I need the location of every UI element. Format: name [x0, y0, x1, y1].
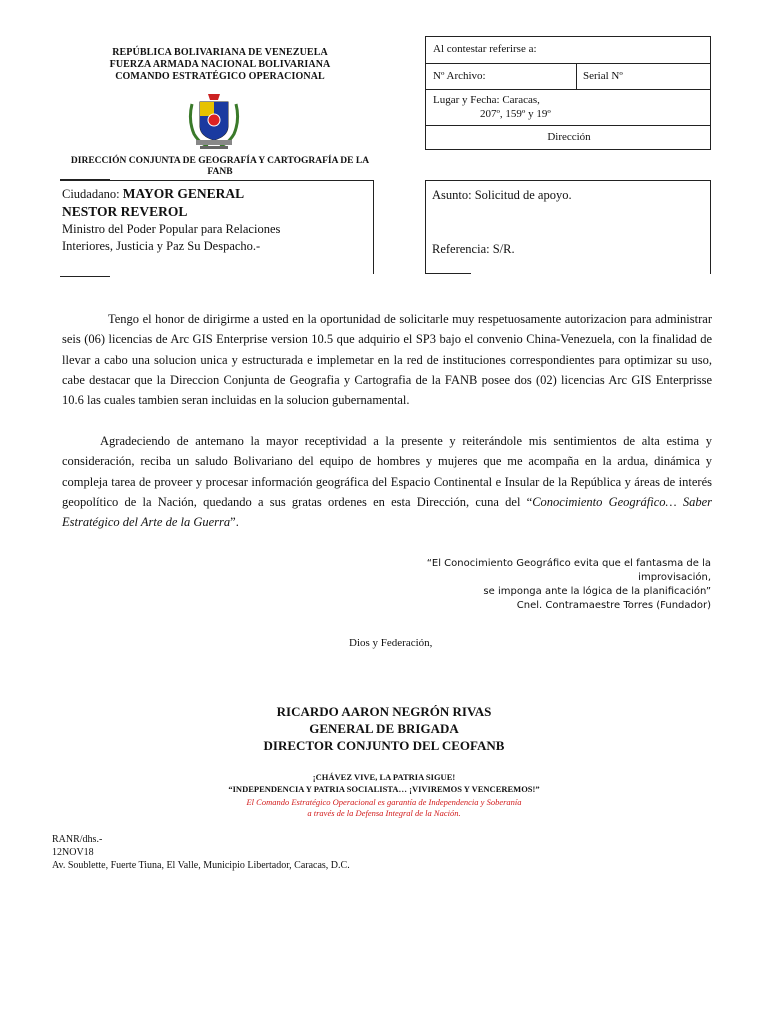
- signature-title: DIRECTOR CONJUNTO DEL CEOFANB: [263, 738, 505, 753]
- subject-referencia: Referencia: S/R.: [432, 242, 515, 256]
- direccion-label: Dirección: [547, 131, 591, 143]
- header-republic: REPÚBLICA BOLIVARIANA DE VENEZUELA: [112, 47, 328, 58]
- reference-box: [425, 36, 711, 150]
- slogan-red-2: a través de la Defensa Integral de la Nación.: [307, 808, 461, 818]
- recipient-prefix: Ciudadano:: [62, 187, 120, 201]
- direction-title: DIRECCIÓN CONJUNTA DE GEOGRAFÍA Y CARTOGRAFÍA DE LA: [70, 156, 370, 166]
- subject-asunto: Asunto: Solicitud de apoyo.: [432, 188, 572, 202]
- body-paragraph-2: Agradeciendo de antemano la mayor receptividad a la presente y reiterándole mis sentimientos de alta estima y consideración, reciba un saludo Bolivariano del equipo de hombres y mujeres que me acompaña en la ardua, dinámica y compleja tarea de proveer y procesar información geográfica del Espacio Continental e Insular de la República y áreas de interés geopolítico de la Nación, quedando a sus gratas ordenes en esta Dirección, cuna del “Conocimiento Geográfico… Saber Estratégico del Arte de la Guerra”.: [62, 434, 712, 530]
- header-comando: COMANDO ESTRATÉGICO OPERACIONAL: [115, 71, 325, 82]
- direction-title-2: FANB: [207, 167, 233, 177]
- signature-name: RICARDO AARON NEGRÓN RIVAS: [276, 704, 492, 719]
- signature-rank: GENERAL DE BRIGADA: [309, 721, 459, 736]
- quote-block: “El Conocimiento Geográfico evita que el fantasma de la improvisación, se imponga ante la lógica de la planificación” Cnel. Contramaestre Torres (Fundador): [426, 558, 711, 611]
- recipient-position: Ministro del Poder Popular para Relaciones: [62, 222, 281, 236]
- recipient-office: Interiores, Justicia y Paz Su Despacho.-: [62, 239, 261, 253]
- coat-of-arms-icon: [186, 90, 242, 150]
- footer-address: Av. Soublette, Fuerte Tiuna, El Valle, Municipio Libertador, Caracas, D.C.: [52, 860, 350, 871]
- lugar-fecha-label: Lugar y Fecha: Caracas,: [433, 94, 540, 106]
- lugar-fecha-years: 207º, 159º y 19º: [480, 108, 551, 120]
- contestar-label: Al contestar referirse a:: [433, 43, 537, 55]
- motto-italic: Conocimiento Geográfico… Saber Estratégico del Arte de la Guerra: [62, 494, 712, 530]
- closing: Dios y Federación,: [349, 637, 433, 649]
- footer-initials: RANR/dhs.-: [52, 834, 103, 845]
- header-fanb: FUERZA ARMADA NACIONAL BOLIVARIANA: [109, 59, 331, 70]
- slogan-2: “INDEPENDENCIA Y PATRIA SOCIALISTA… ¡VIVIREMOS Y VENCEREMOS!”: [228, 784, 540, 794]
- archivo-label: Nº Archivo:: [433, 70, 486, 82]
- footer-date: 12NOV18: [52, 847, 94, 858]
- recipient-block: [62, 185, 372, 255]
- slogan-1: ¡CHÁVEZ VIVE, LA PATRIA SIGUE!: [312, 772, 456, 782]
- body-paragraph-1: Tengo el honor de dirigirme a usted en la oportunidad de solicitarle muy respetuosamente autorizacion para administrar seis (06) licencias de Arc GIS Enterprise version 10.5 que adquirio el SP3 bajo el convenio China-Venezuela, con la finalidad de llevar a cabo una solucion unica y estructurada e implemetar en la red de instituciones correspondientes para optimizar su uso, cabe destacar que la Direccion Conjunta de Geografia y Cartografia de la FANB posee dos (02) licencias Arc GIS Enterprisse 10.6 las cuales tambien seran incluidas en la solucion gubernamental.: [62, 312, 712, 408]
- slogan-red-1: El Comando Estratégico Operacional es garantía de Independencia y Soberanía: [246, 797, 522, 807]
- recipient-name: NESTOR REVEROL: [62, 204, 188, 219]
- recipient-rank: MAYOR GENERAL: [122, 186, 245, 201]
- serial-label: Serial Nº: [583, 70, 623, 82]
